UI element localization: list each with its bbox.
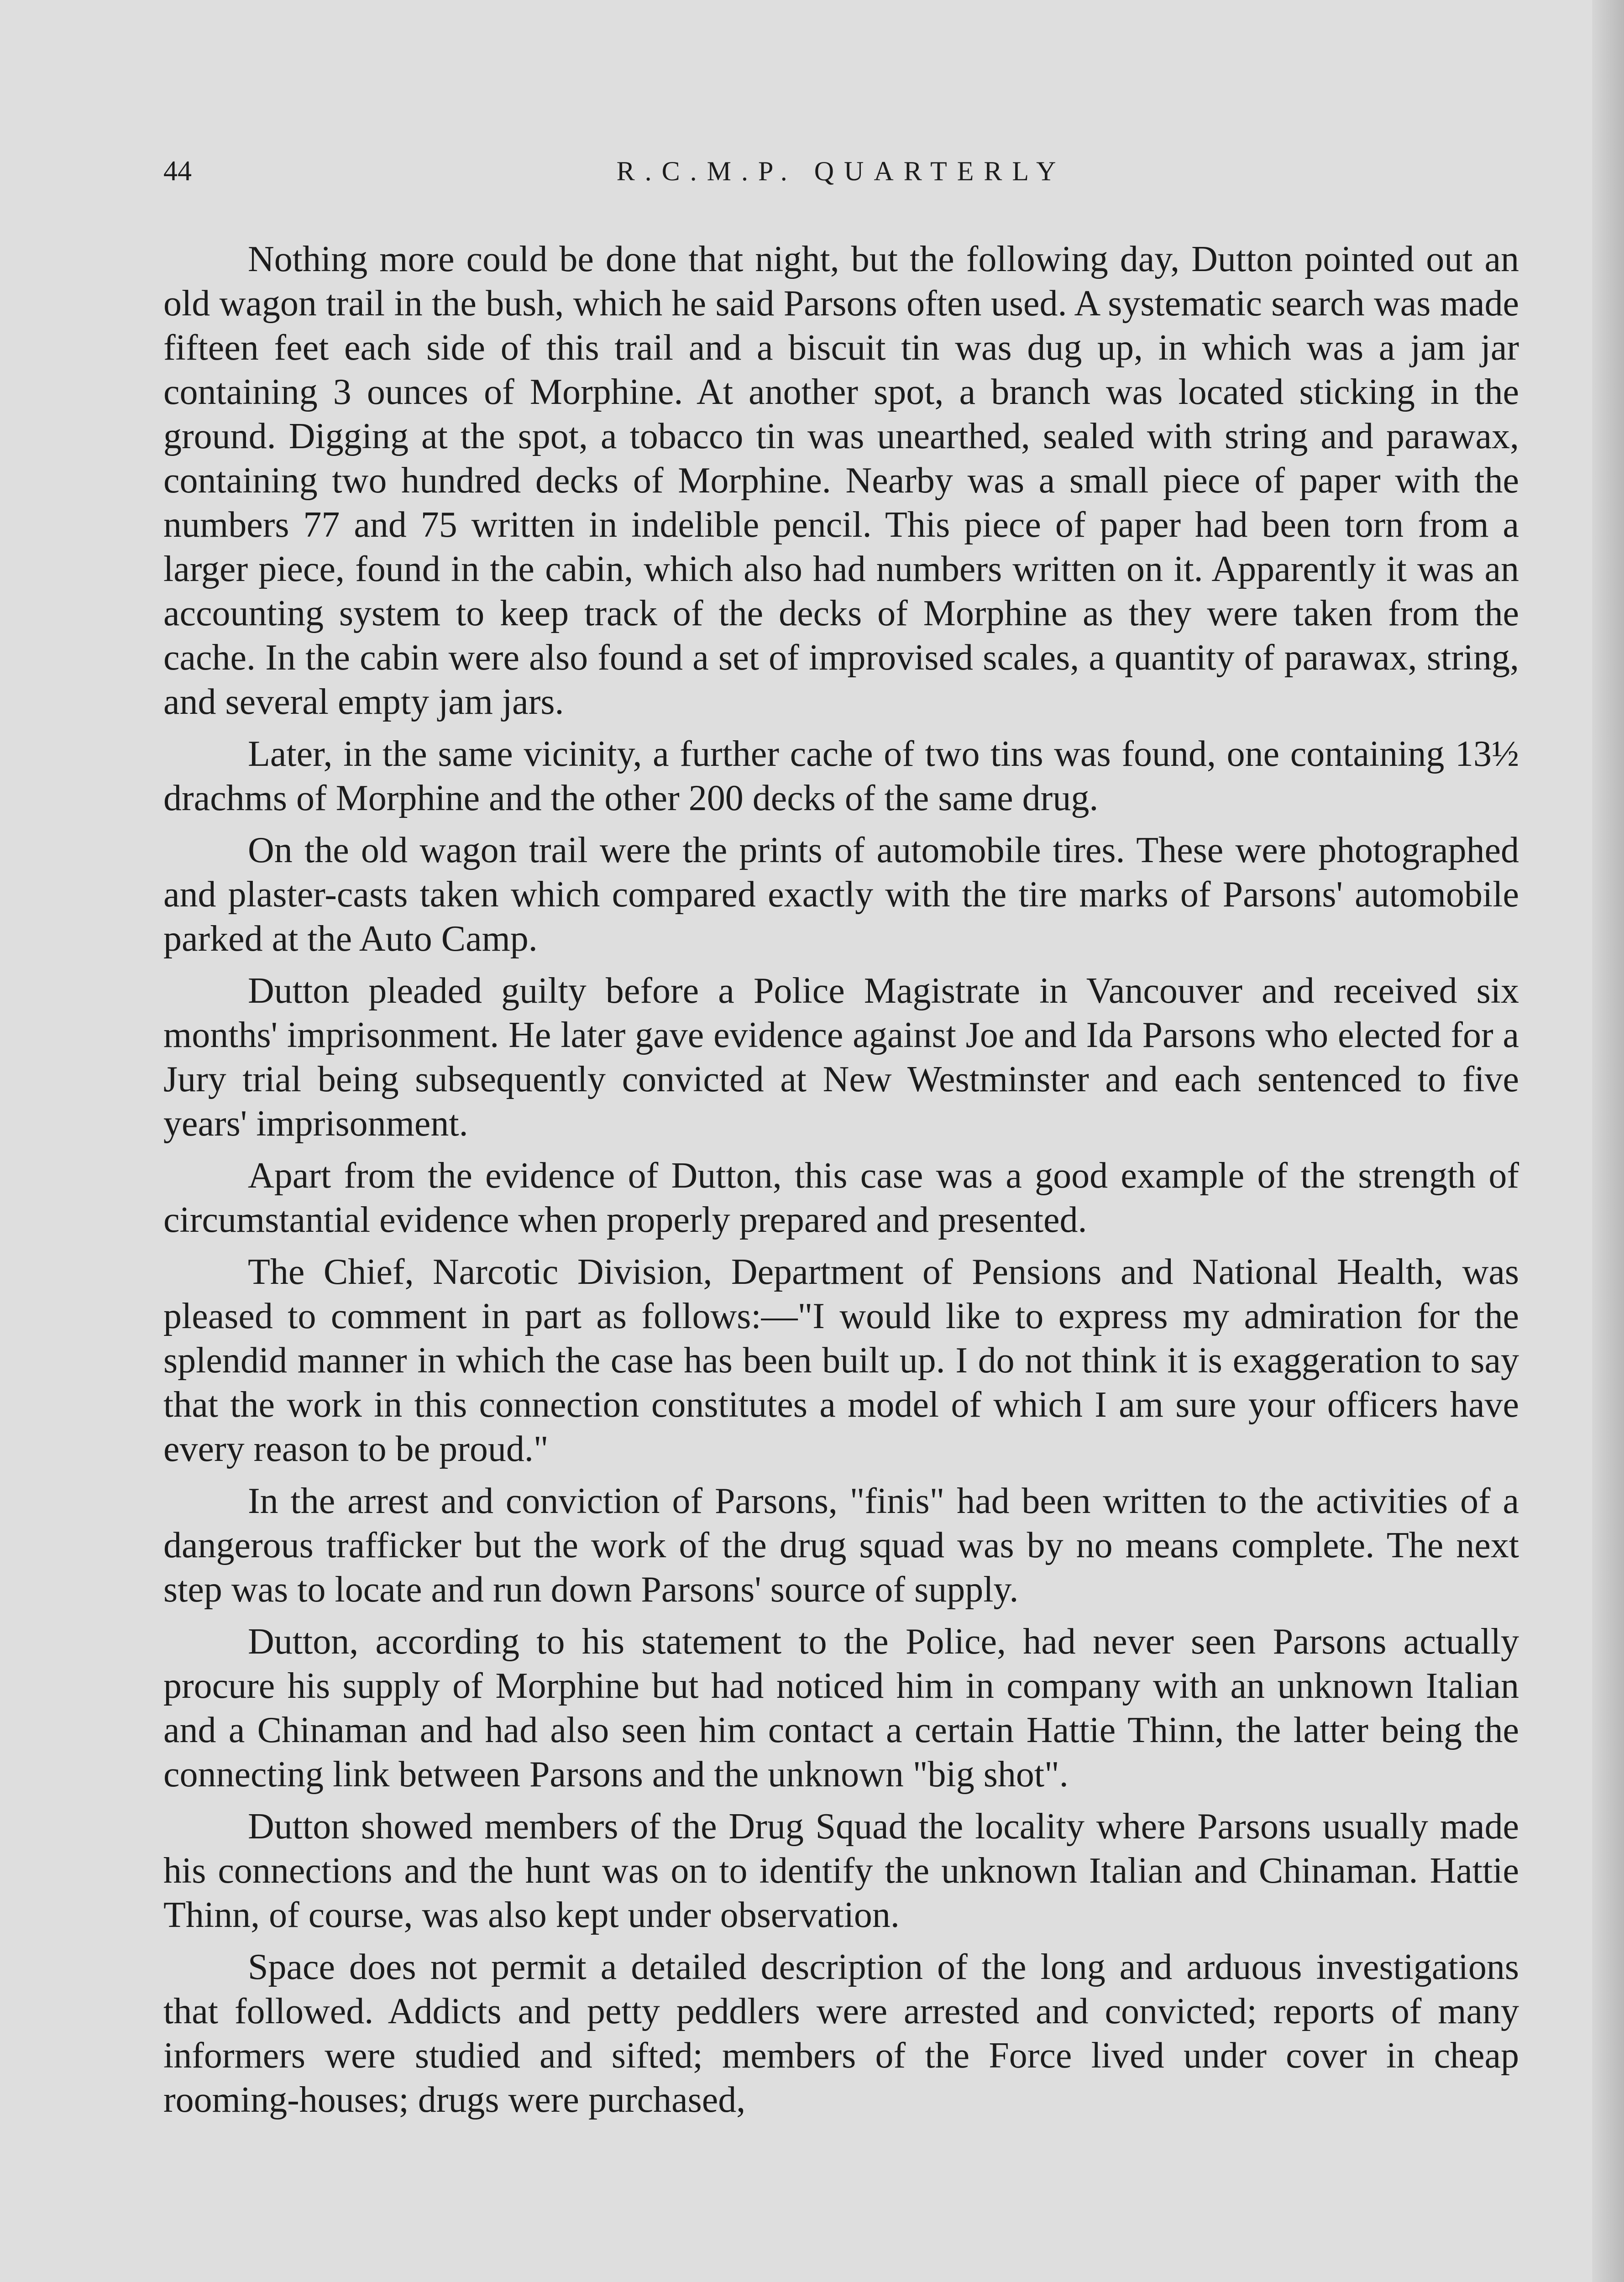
page-header [163,151,1519,192]
page-number: 44 [163,156,192,187]
paragraph: Dutton pleaded guilty before a Police Magistrate in Vancouver and received six months' imprisonment. He later gave evidence against Joe and Ida Parsons who elected for a Jury trial being subsequently convicted at New Westminster and each sentenced to five years' imprisonment. [163,971,1519,1144]
running-title: R.C.M.P. QUARTERLY [616,156,1066,186]
paragraph: Dutton showed members of the Drug Squad the locality where Parsons usually made his connections and the hunt was on to identify the unknown Italian and Chinaman. Hattie Thinn, of course, was also kept under observation. [163,1806,1519,1935]
paragraph: Later, in the same vicinity, a further cache of two tins was found, one containing 13½ drachms of Morphine and the other 200 decks of the same drug. [163,734,1519,818]
paragraph: The Chief, Narcotic Division, Department of Pensions and National Health, was pleased to comment in part as follows:—"I would like to express my admiration for the splendid manner in which the case has been built up. I do not think it is exaggeration to say that the work in this connection constitutes a model of which I am sure your officers have every reason to be proud." [163,1252,1519,1469]
page-edge-shadow [1592,0,1624,2282]
paragraph: Space does not permit a detailed description of the long and arduous investigations that followed. Addicts and petty peddlers were arrested and convicted; reports of many informers were studied and sifted; members of the Force lived under cover in cheap rooming-houses; drugs were purchased, [163,1947,1519,2120]
article-body [163,237,1519,2130]
paragraph: Nothing more could be done that night, but the following day, Dutton pointed out an old wagon trail in the bush, which he said Parsons often used. A systematic search was made fifteen feet each side of this trail and a biscuit tin was dug up, in which was a jam jar containing 3 ounces of Morphine. At another spot, a branch was located sticking in the ground. Digging at the spot, a tobacco tin was unearthed, sealed with string and parawax, containing two hundred decks of Morphine. Nearby was a small piece of paper with the numbers 77 and 75 written in indelible pencil. This piece of paper had been torn from a larger piece, found in the cabin, which also had numbers written on it. Apparently it was an accounting system to keep track of the decks of Morphine as they were taken from the cache. In the cabin were also found a set of improvised scales, a quantity of parawax, string, and several empty jam jars. [163,239,1519,722]
paragraph: Dutton, according to his statement to the Police, had never seen Parsons actually procure his supply of Morphine but had noticed him in company with an unknown Italian and a Chinaman and had also seen him contact a certain Hattie Thinn, the latter being the connecting link between Parsons and the unknown "big shot". [163,1622,1519,1795]
paragraph: Apart from the evidence of Dutton, this case was a good example of the strength of circumstantial evidence when properly prepared and presented. [163,1156,1519,1240]
paragraph: In the arrest and conviction of Parsons, "finis" had been written to the activities of a dangerous trafficker but the work of the drug squad was by no means complete. The next step was to locate and run down Parsons' source of supply. [163,1481,1519,1610]
paragraph: On the old wagon trail were the prints of automobile tires. These were photographed and plaster-casts taken which compared exactly with the tire marks of Parsons' automobile parked at the Auto Camp. [163,830,1519,959]
